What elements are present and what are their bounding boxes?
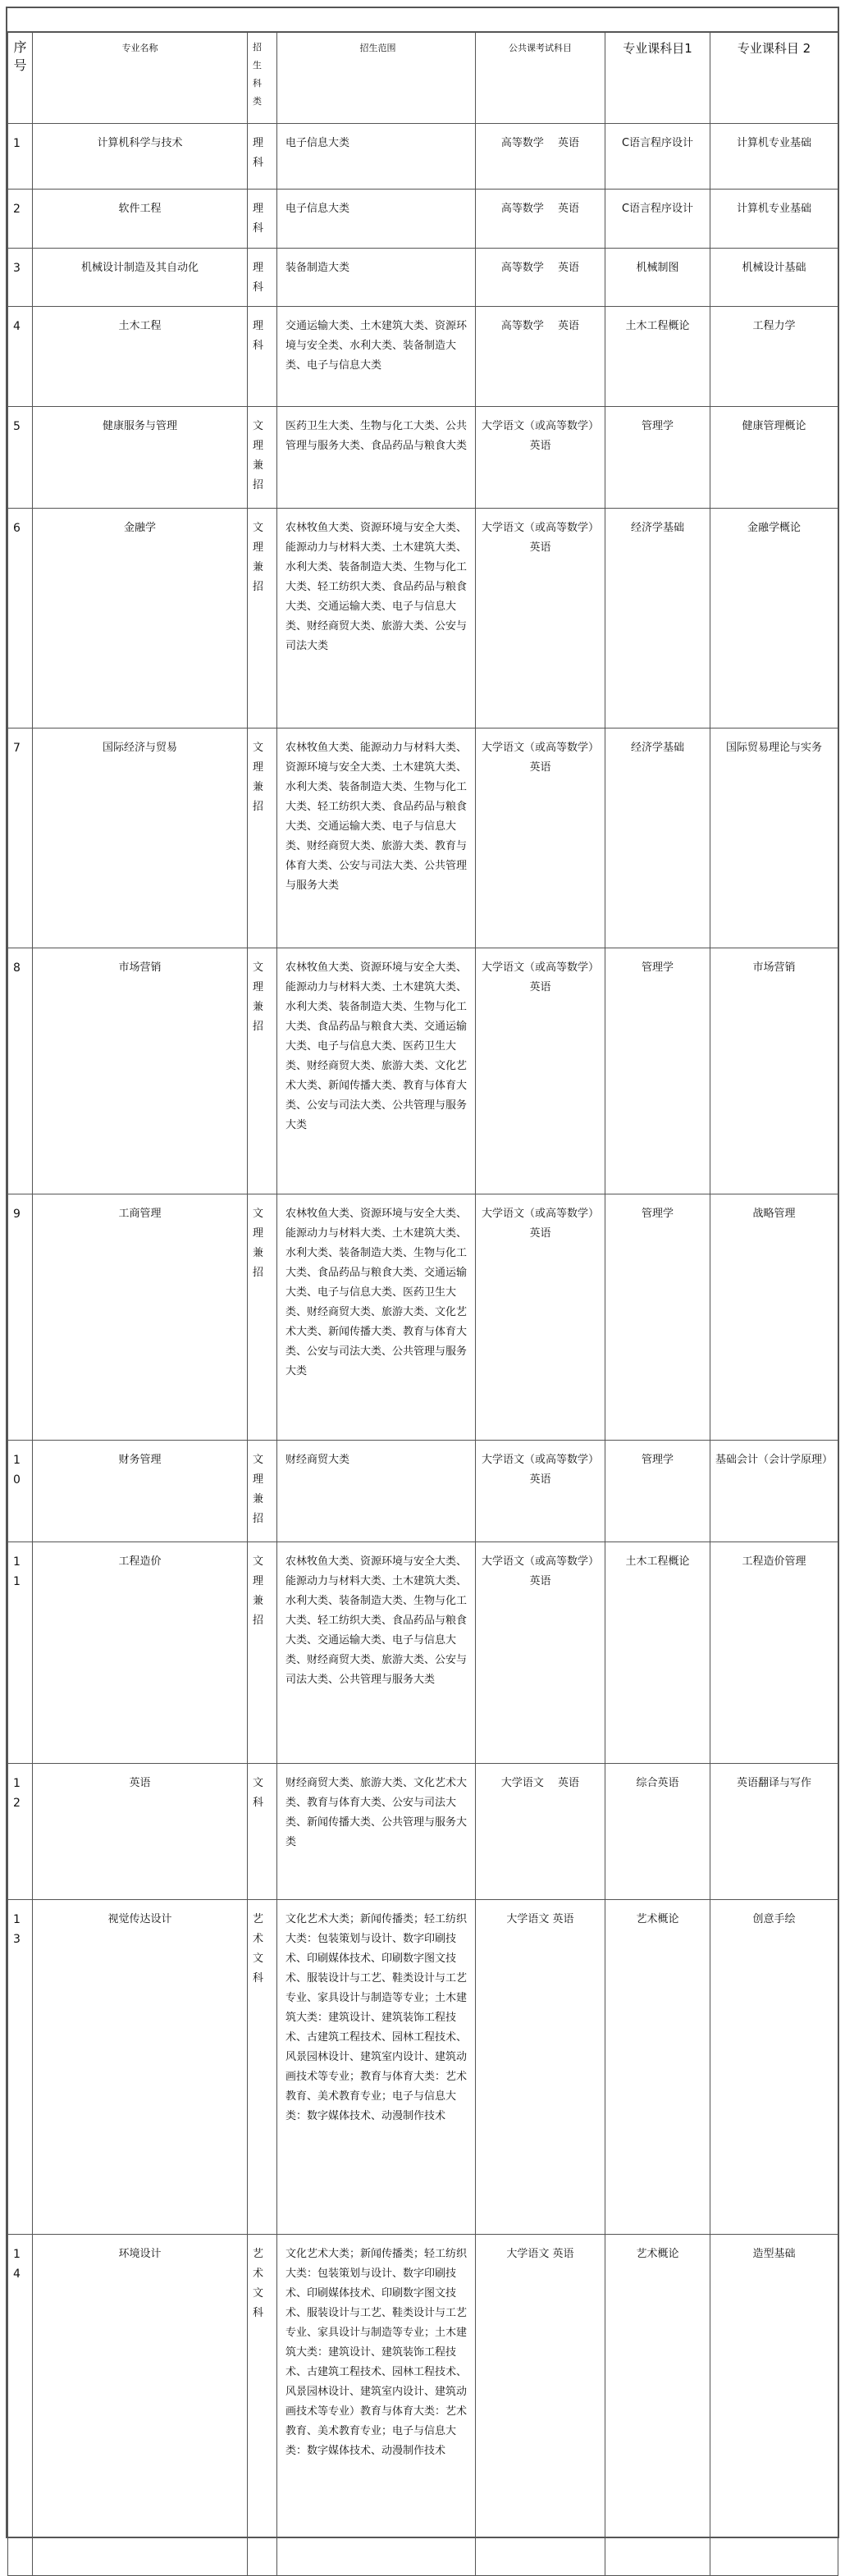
- table-row: [8, 307, 838, 407]
- row-major-name: 市场营销: [33, 948, 248, 1194]
- row-public-subjects: 大学语文（或高等数学）英语: [476, 407, 605, 509]
- row-major-name: 计算机科学与技术: [33, 124, 248, 190]
- header-row: [8, 32, 838, 124]
- row-index: 14: [8, 2235, 33, 2576]
- row-range: 装备制造大类: [277, 249, 476, 307]
- row-category: 文理兼招: [248, 1194, 277, 1441]
- row-category: 文理兼招: [248, 948, 277, 1194]
- row-subject-1: 管理学: [605, 1194, 710, 1441]
- row-range: 农林牧鱼大类、资源环境与安全大类、能源动力与材料大类、土木建筑大类、水利大类、装备制造大类、生物与化工大类、食品药品与粮食大类、交通运输大类、电子与信息大类、医药卫生大类、财经商贸大类、旅游大类、文化艺术大类、新闻传播大类、教育与体育大类、公安与司法大类、公共管理与服务大类: [277, 1194, 476, 1441]
- row-subject-2: 创意手绘: [710, 1900, 838, 2235]
- table-row: [8, 1441, 838, 1542]
- row-category: 文理兼招: [248, 1441, 277, 1542]
- row-subject-1: 艺术概论: [605, 1900, 710, 2235]
- row-public-subjects: 高等数学 英语: [476, 190, 605, 249]
- header-major-name: 专业名称: [33, 32, 248, 124]
- row-subject-2: 金融学概论: [710, 509, 838, 728]
- row-category: 理科: [248, 124, 277, 190]
- row-major-name: 健康服务与管理: [33, 407, 248, 509]
- row-category: 文科: [248, 1764, 277, 1900]
- header-subject-1: 专业课科目1: [605, 32, 710, 124]
- row-index: 4: [8, 307, 33, 407]
- row-range: 农林牧鱼大类、资源环境与安全大类、能源动力与材料大类、土木建筑大类、水利大类、装备制造大类、生物与化工大类、轻工纺织大类、食品药品与粮食大类、交通运输大类、电子与信息大类、财经商贸大类、旅游大类、公安与司法大类、公共管理与服务大类: [277, 1542, 476, 1764]
- row-public-subjects: 高等数学 英语: [476, 124, 605, 190]
- row-subject-2: 战略管理: [710, 1194, 838, 1441]
- row-major-name: 工程造价: [33, 1542, 248, 1764]
- row-subject-1: 土木工程概论: [605, 307, 710, 407]
- header-category: 招生科类: [248, 32, 277, 124]
- row-range: 农林牧鱼大类、能源动力与材料大类、资源环境与安全大类、土木建筑大类、水利大类、装备制造大类、生物与化工大类、轻工纺织大类、食品药品与粮食大类、交通运输大类、电子与信息大类、财经商贸大类、旅游大类、教育与体育大类、公安与司法大类、公共管理与服务大类: [277, 728, 476, 948]
- row-major-name: 视觉传达设计: [33, 1900, 248, 2235]
- header-index: 序号: [8, 32, 33, 124]
- row-index: 9: [8, 1194, 33, 1441]
- row-subject-2: 基础会计（会计学原理）: [710, 1441, 838, 1542]
- row-public-subjects: 大学语文（或高等数学）英语: [476, 1542, 605, 1764]
- row-subject-1: 管理学: [605, 948, 710, 1194]
- row-index: 13: [8, 1900, 33, 2235]
- row-major-name: 土木工程: [33, 307, 248, 407]
- row-index: 11: [8, 1542, 33, 1764]
- row-subject-1: 经济学基础: [605, 509, 710, 728]
- table-top-bar: [7, 8, 838, 33]
- row-public-subjects: 大学语文（或高等数学）英语: [476, 509, 605, 728]
- table-row: [8, 948, 838, 1194]
- row-range: 医药卫生大类、生物与化工大类、公共管理与服务大类、食品药品与粮食大类: [277, 407, 476, 509]
- admission-table: [7, 31, 838, 2576]
- row-subject-2: 工程力学: [710, 307, 838, 407]
- row-major-name: 国际经济与贸易: [33, 728, 248, 948]
- table-row: [8, 1194, 838, 1441]
- row-subject-2: 健康管理概论: [710, 407, 838, 509]
- row-category: 理科: [248, 190, 277, 249]
- row-public-subjects: 高等数学 英语: [476, 307, 605, 407]
- row-category: 理科: [248, 307, 277, 407]
- row-subject-2: 造型基础: [710, 2235, 838, 2576]
- row-subject-2: 工程造价管理: [710, 1542, 838, 1764]
- row-category: 文理兼招: [248, 407, 277, 509]
- row-subject-2: 计算机专业基础: [710, 190, 838, 249]
- table-row: [8, 407, 838, 509]
- table-row: [8, 1900, 838, 2235]
- row-index: 6: [8, 509, 33, 728]
- row-subject-2: 国际贸易理论与实务: [710, 728, 838, 948]
- row-public-subjects: 大学语文（或高等数学）英语: [476, 1441, 605, 1542]
- row-subject-2: 英语翻译与写作: [710, 1764, 838, 1900]
- row-subject-1: 土木工程概论: [605, 1542, 710, 1764]
- row-major-name: 金融学: [33, 509, 248, 728]
- row-major-name: 软件工程: [33, 190, 248, 249]
- table-row: [8, 124, 838, 190]
- row-range: 农林牧鱼大类、资源环境与安全大类、能源动力与材料大类、土木建筑大类、水利大类、装备制造大类、生物与化工大类、食品药品与粮食大类、交通运输大类、电子与信息大类、医药卫生大类、财经商贸大类、旅游大类、文化艺术大类、新闻传播大类、教育与体育大类、公安与司法大类、公共管理与服务大类: [277, 948, 476, 1194]
- row-subject-1: 管理学: [605, 407, 710, 509]
- row-subject-2: 机械设计基础: [710, 249, 838, 307]
- row-category: 艺术文科: [248, 1900, 277, 2235]
- row-subject-1: C语言程序设计: [605, 124, 710, 190]
- row-subject-1: 综合英语: [605, 1764, 710, 1900]
- row-public-subjects: 大学语文 英语: [476, 2235, 605, 2576]
- row-index: 12: [8, 1764, 33, 1900]
- table-row: [8, 509, 838, 728]
- table-row: [8, 2235, 838, 2576]
- row-major-name: 环境设计: [33, 2235, 248, 2576]
- header-subject-2: 专业课科目 2: [710, 32, 838, 124]
- row-category: 文理兼招: [248, 509, 277, 728]
- table-row: [8, 1542, 838, 1764]
- row-index: 3: [8, 249, 33, 307]
- row-range: 电子信息大类: [277, 190, 476, 249]
- row-index: 8: [8, 948, 33, 1194]
- table-row: [8, 1764, 838, 1900]
- row-public-subjects: 大学语文 英语: [476, 1764, 605, 1900]
- row-index: 5: [8, 407, 33, 509]
- row-subject-1: 经济学基础: [605, 728, 710, 948]
- row-range: 电子信息大类: [277, 124, 476, 190]
- row-subject-1: 艺术概论: [605, 2235, 710, 2576]
- row-major-name: 工商管理: [33, 1194, 248, 1441]
- table-row: [8, 249, 838, 307]
- row-major-name: 财务管理: [33, 1441, 248, 1542]
- row-major-name: 英语: [33, 1764, 248, 1900]
- table-row: [8, 190, 838, 249]
- row-public-subjects: 大学语文（或高等数学）英语: [476, 1194, 605, 1441]
- row-category: 理科: [248, 249, 277, 307]
- row-range: 文化艺术大类；新闻传播类；轻工纺织大类：包装策划与设计、数字印刷技术、印刷媒体技术、印刷数字图文技术、服装设计与工艺、鞋类设计与工艺专业、家具设计与制造等专业；土木建筑大类：建筑设计、建筑装饰工程技术、古建筑工程技术、园林工程技术、风景园林设计、建筑室内设计、建筑动画技术等专业；教育与体育大类：艺术教育、美术教育专业；电子与信息大类：数字媒体技术、动漫制作技术: [277, 1900, 476, 2235]
- row-range: 文化艺术大类；新闻传播类；轻工纺织大类：包装策划与设计、数字印刷技术、印刷媒体技术、印刷数字图文技术、服装设计与工艺、鞋类设计与工艺专业、家具设计与制造等专业；土木建筑大类：建筑设计、建筑装饰工程技术、古建筑工程技术、园林工程技术、风景园林设计、建筑室内设计、建筑动画技术等专业）教育与体育大类：艺术教育、美术教育专业；电子与信息大类：数字媒体技术、动漫制作技术: [277, 2235, 476, 2576]
- row-index: 2: [8, 190, 33, 249]
- row-range: 农林牧鱼大类、资源环境与安全大类、能源动力与材料大类、土木建筑大类、水利大类、装备制造大类、生物与化工大类、轻工纺织大类、食品药品与粮食大类、交通运输大类、电子与信息大类、财经商贸大类、旅游大类、公安与司法大类: [277, 509, 476, 728]
- table-body: [8, 124, 838, 2576]
- row-category: 艺术文科: [248, 2235, 277, 2576]
- row-public-subjects: 大学语文 英语: [476, 1900, 605, 2235]
- row-subject-2: 市场营销: [710, 948, 838, 1194]
- header-public-subjects: 公共课考试科目: [476, 32, 605, 124]
- header-range: 招生范围: [277, 32, 476, 124]
- row-public-subjects: 高等数学 英语: [476, 249, 605, 307]
- row-range: 交通运输大类、土木建筑大类、资源环境与安全类、水利大类、装备制造大类、电子与信息大类: [277, 307, 476, 407]
- row-public-subjects: 大学语文（或高等数学）英语: [476, 948, 605, 1194]
- row-category: 文理兼招: [248, 1542, 277, 1764]
- table-row: [8, 728, 838, 948]
- row-category: 文理兼招: [248, 728, 277, 948]
- row-subject-1: 管理学: [605, 1441, 710, 1542]
- row-subject-1: C语言程序设计: [605, 190, 710, 249]
- row-range: 财经商贸大类、旅游大类、文化艺术大类、教育与体育大类、公安与司法大类、新闻传播大类、公共管理与服务大类: [277, 1764, 476, 1900]
- row-public-subjects: 大学语文（或高等数学）英语: [476, 728, 605, 948]
- row-index: 7: [8, 728, 33, 948]
- row-subject-1: 机械制图: [605, 249, 710, 307]
- row-major-name: 机械设计制造及其自动化: [33, 249, 248, 307]
- row-range: 财经商贸大类: [277, 1441, 476, 1542]
- row-index: 10: [8, 1441, 33, 1542]
- row-subject-2: 计算机专业基础: [710, 124, 838, 190]
- row-index: 1: [8, 124, 33, 190]
